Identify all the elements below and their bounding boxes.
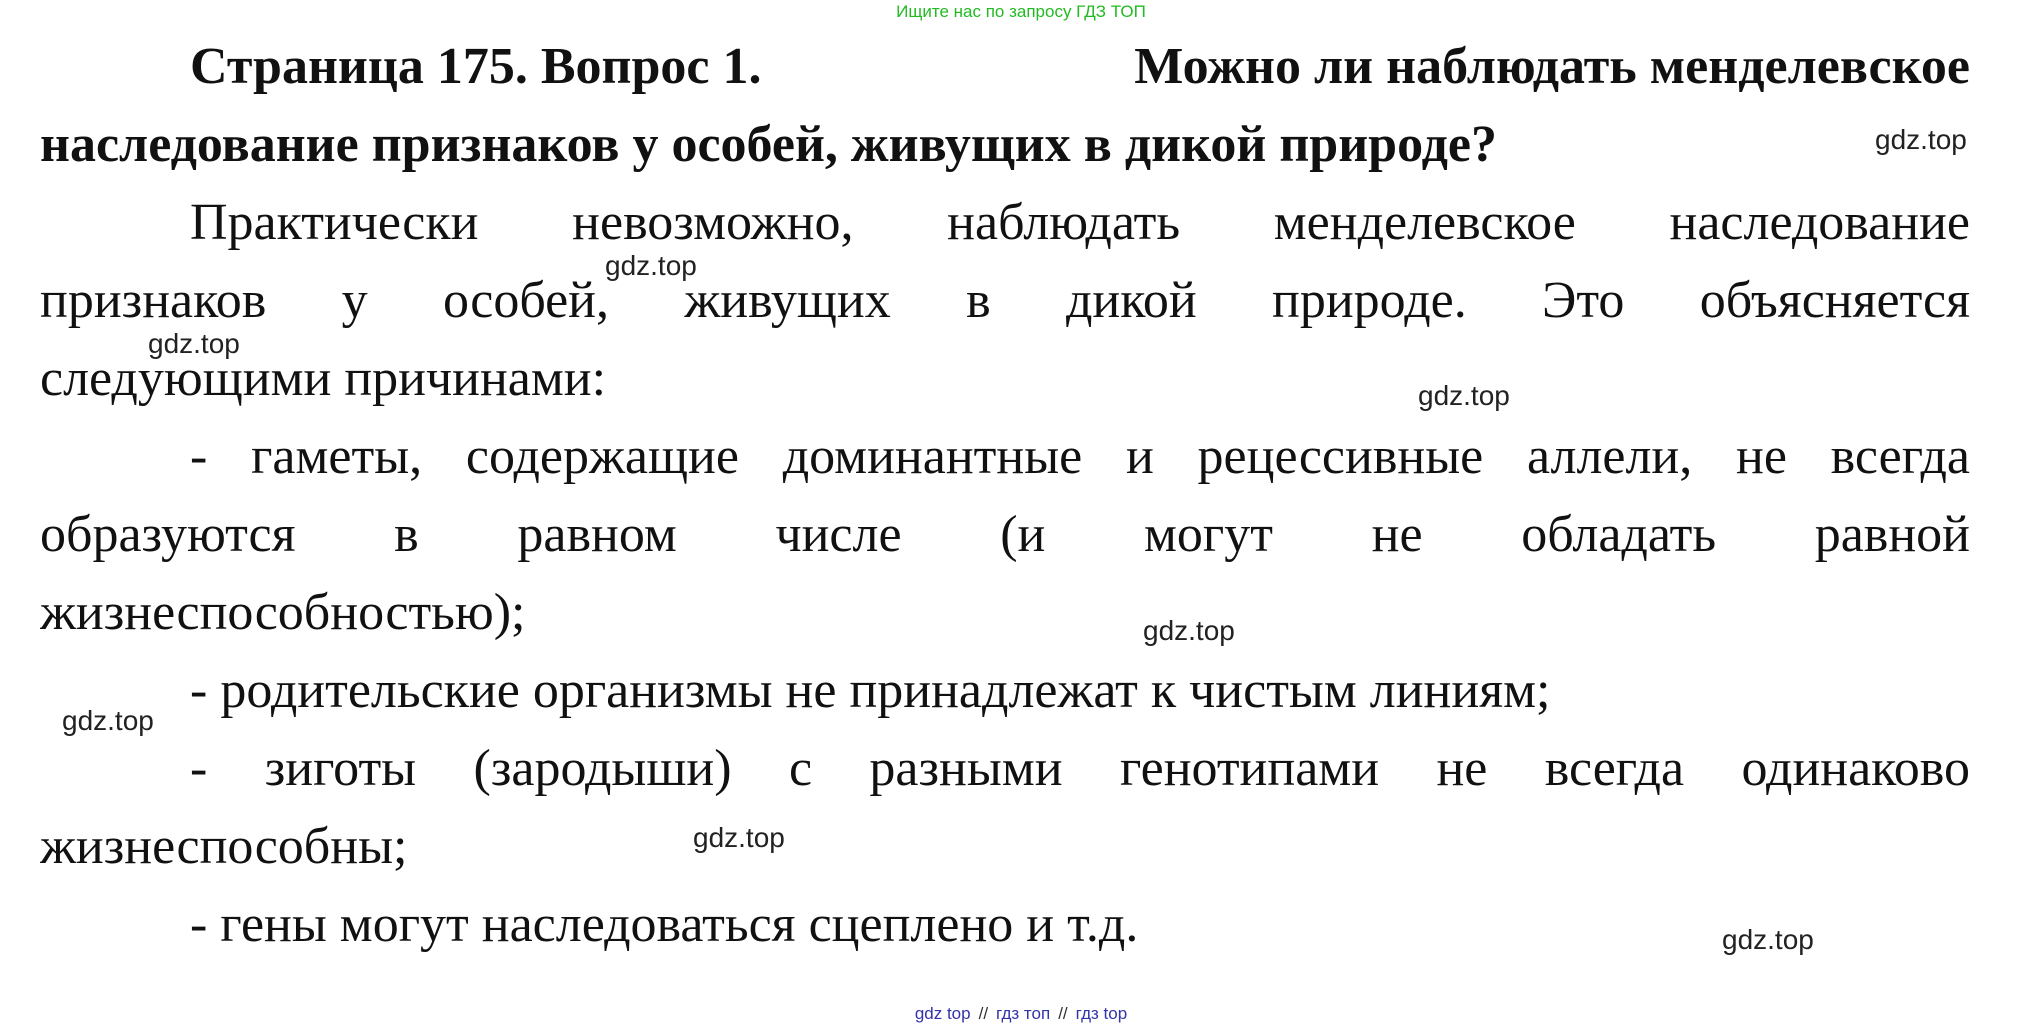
question-heading-line-1 xyxy=(40,28,1970,106)
footer-link-gdz-top[interactable]: gdz top xyxy=(914,1004,971,1023)
answer-line-5: образуются в равном числе (и могут не обладать равной xyxy=(40,506,1970,563)
watermark: gdz.top xyxy=(148,328,240,359)
watermark: gdz.top xyxy=(1722,924,1814,955)
footer-links xyxy=(0,1004,2042,1024)
document-body xyxy=(40,28,1970,964)
watermark: gdz.top xyxy=(62,705,154,736)
watermark: gdz.top xyxy=(1875,124,1967,155)
footer-link-gdz-top-ru[interactable]: гдз топ xyxy=(996,1004,1051,1023)
footer-separator: // xyxy=(1058,1004,1068,1023)
answer-line-3: следующими причинами: xyxy=(40,350,607,407)
watermark: gdz.top xyxy=(1418,380,1510,411)
answer-line-6: жизнеспособностью); xyxy=(40,584,526,641)
answer-line-2: признаков у особей, живущих в дикой природе. Это объясняется xyxy=(40,272,1970,329)
answer-line-8: - зиготы (зародыши) с разными генотипами не всегда одинаково xyxy=(190,740,1970,797)
watermark: gdz.top xyxy=(1143,615,1235,646)
watermark: gdz.top xyxy=(693,822,785,853)
answer-line-9: жизнеспособны; xyxy=(40,818,408,875)
answer-line-7: - родительские организмы не принадлежат к чистым линиям; xyxy=(190,662,1551,719)
question-text-part-1: Можно ли наблюдать менделевское xyxy=(1134,38,1970,95)
answer-line-4: - гаметы, содержащие доминантные и рецессивные аллели, не всегда xyxy=(190,428,1970,485)
footer-separator: // xyxy=(978,1004,989,1023)
top-banner[interactable]: Ищите нас по запросу ГДЗ ТОП xyxy=(896,2,1146,21)
question-label: Страница 175. Вопрос 1. xyxy=(190,38,762,95)
question-heading-line-2: наследование признаков у особей, живущих в дикой природе? xyxy=(40,116,1497,173)
answer-line-1: Практически невозможно, наблюдать менделевское наследование xyxy=(190,194,1970,251)
watermark: gdz.top xyxy=(605,250,697,281)
footer-link-gdz-top-mixed[interactable]: гдз top xyxy=(1075,1004,1128,1023)
answer-line-10: - гены могут наследоваться сцеплено и т.д. xyxy=(190,896,1139,953)
